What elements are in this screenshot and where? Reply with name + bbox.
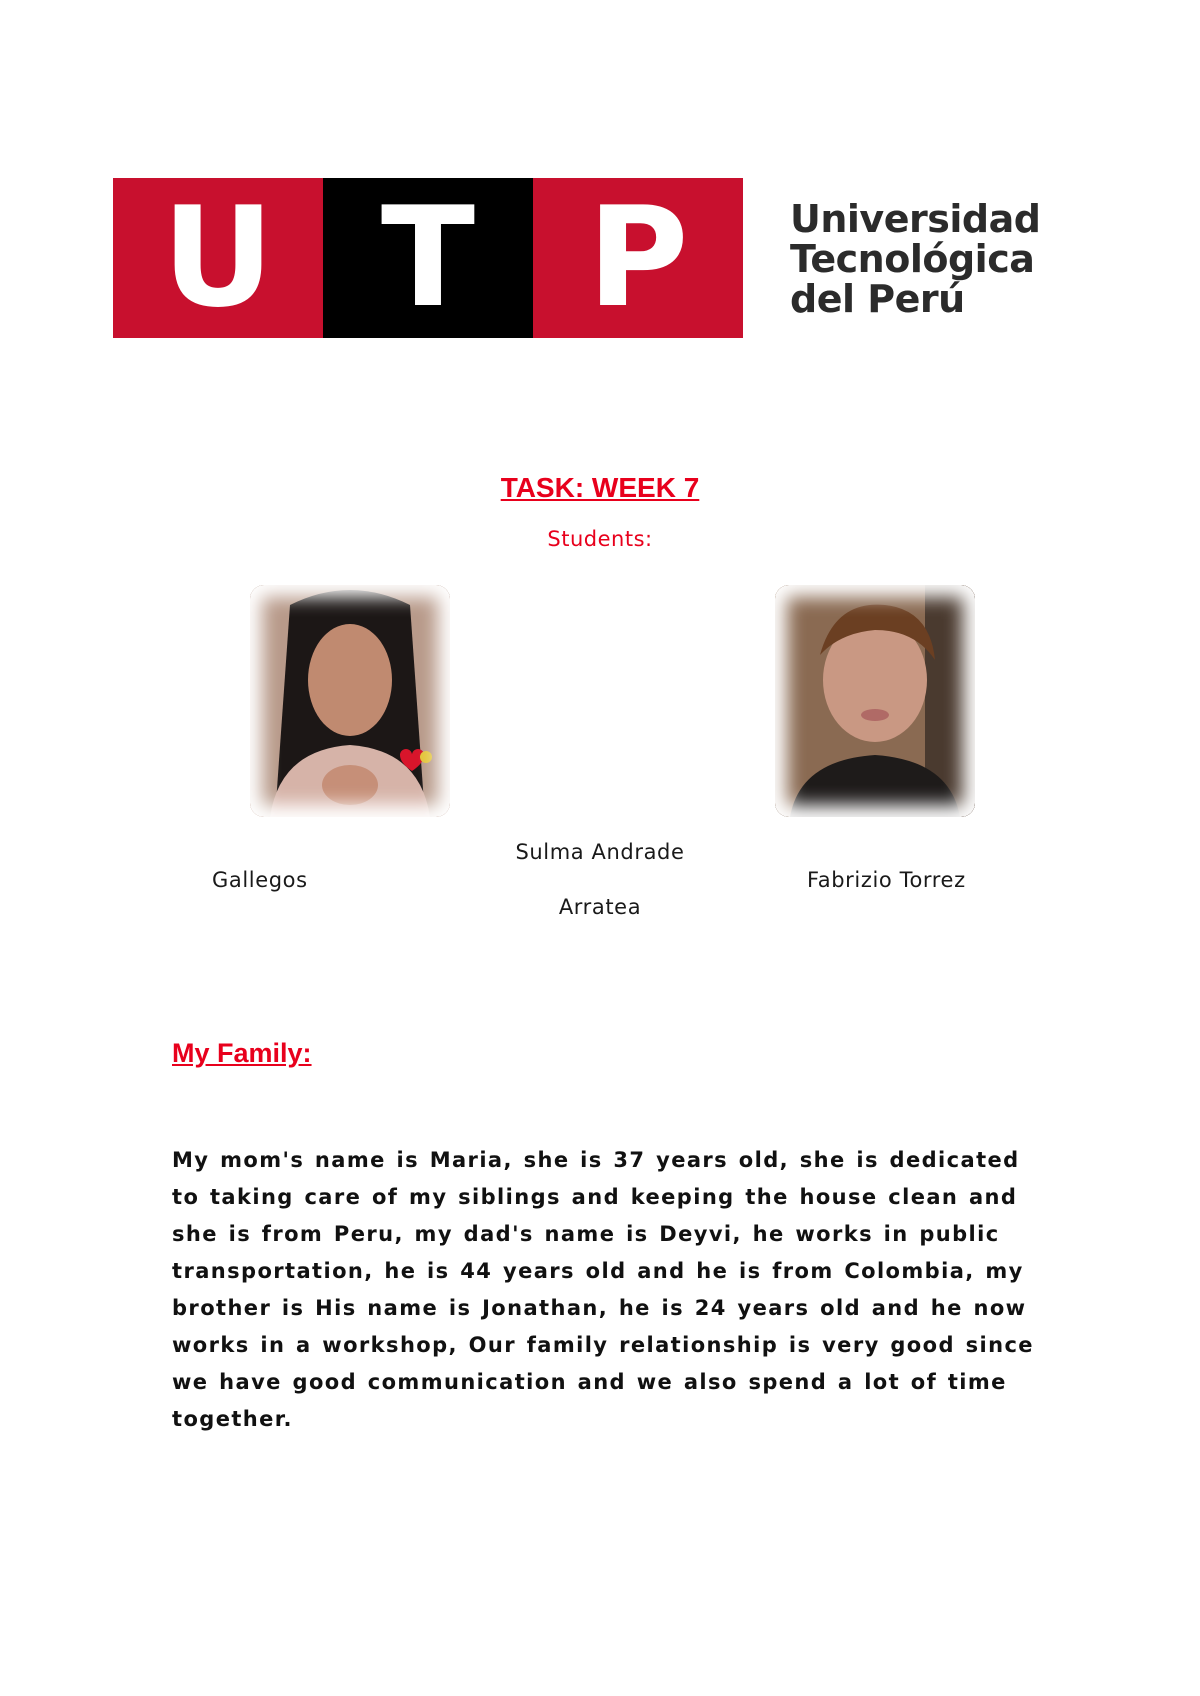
task-title: TASK: WEEK 7 <box>500 472 700 503</box>
logo-letter-t: T <box>380 177 476 338</box>
student-photo-right <box>775 585 975 817</box>
logo-wordmark <box>790 199 1080 319</box>
logo-wordmark-line: Tecnológica <box>790 237 1035 281</box>
logo-wordmark-line: Universidad <box>790 197 1041 241</box>
student-photo-left <box>250 585 450 817</box>
photo-fade-edge <box>250 585 450 817</box>
student-name-left: Gallegos <box>212 868 308 892</box>
logo-u-block <box>113 178 323 338</box>
student-name-right: Fabrizio Torrez <box>807 868 966 892</box>
student-name-center-line1: Sulma Andrade <box>515 840 685 864</box>
family-heading: My Family: <box>172 1038 312 1068</box>
student-name-center-line2: Arratea <box>558 895 642 919</box>
family-paragraph: My mom's name is Maria, she is 37 years old, she is dedicated to taking care of my siblings and keeping the house clean and she is from Peru, my dad's name is Deyvi, he works in public transportation, he is 44 years old and he is from Colombia, my brother is His name is Jonathan, he is 24 years old and he now works in a workshop, Our family relationship is very good since we have good communication and we also spend a lot of time together. <box>172 1148 1034 1431</box>
logo-letter-p: P <box>587 177 689 338</box>
utp-logo <box>113 178 1075 338</box>
students-label: Students: <box>547 527 653 551</box>
logo-p-block <box>533 178 743 338</box>
logo-wordmark-line: del Perú <box>790 277 965 321</box>
logo-t-block <box>323 178 533 338</box>
logo-letter-u: U <box>161 177 275 338</box>
photo-fade-edge <box>775 585 975 817</box>
